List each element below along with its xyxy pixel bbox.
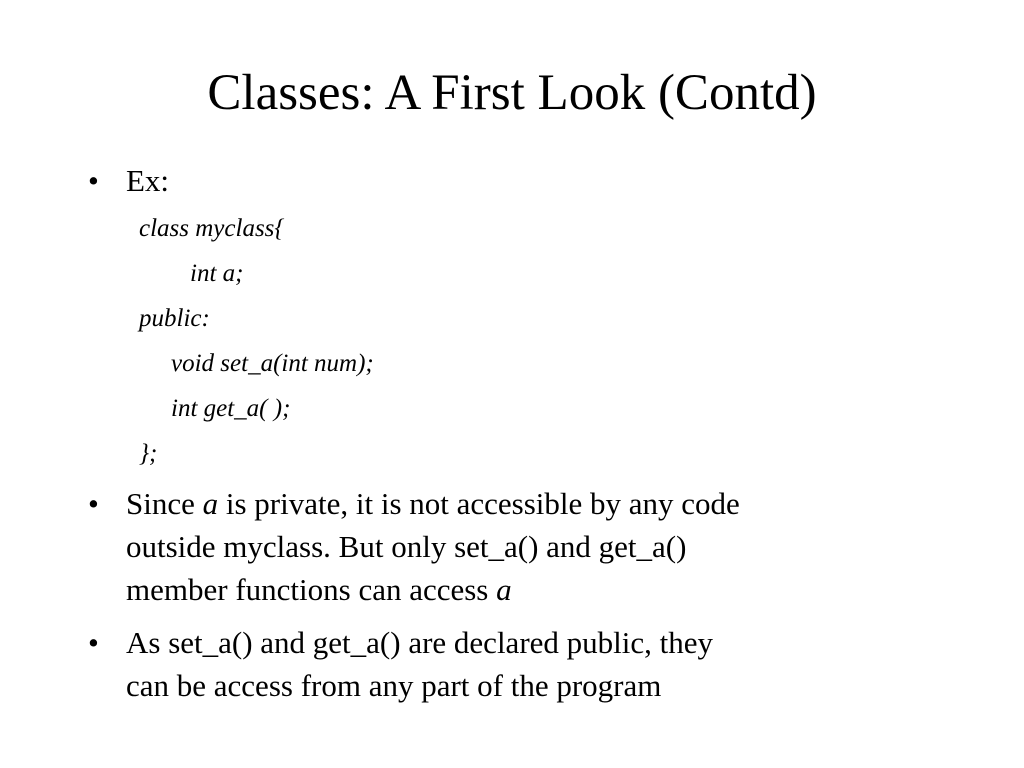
code-line-getter: int get_a( ); — [171, 395, 291, 422]
code-line-public: public: — [139, 305, 210, 332]
bullet-marker: • — [88, 486, 99, 521]
code-line-setter: void set_a(int num); — [171, 350, 374, 377]
bullet-public-line-1: As set_a() and get_a() are declared public, they — [126, 625, 714, 660]
italic-variable: a — [496, 572, 512, 607]
code-line-close: }; — [139, 440, 158, 467]
slide-title: Classes: A First Look (Contd) — [207, 65, 817, 121]
text-span: member functions can access — [126, 572, 497, 607]
bullet-private-line-1 — [126, 486, 740, 522]
text-span: Since — [126, 486, 203, 521]
bullet-public-line-2: can be access from any part of the program — [126, 668, 662, 703]
bullet-private-line-3 — [126, 572, 512, 608]
code-line-member-var: int a; — [190, 260, 244, 287]
italic-variable: a — [202, 486, 219, 521]
bullet-marker: • — [88, 625, 99, 660]
bullet-private-line-2: outside myclass. But only set_a() and get_a() — [126, 529, 687, 564]
code-line-class-decl: class myclass{ — [139, 215, 285, 242]
bullet-marker: • — [88, 163, 99, 198]
text-span: is private, it is not accessible by any code — [218, 486, 740, 521]
bullet-ex-label: Ex: — [126, 163, 170, 198]
